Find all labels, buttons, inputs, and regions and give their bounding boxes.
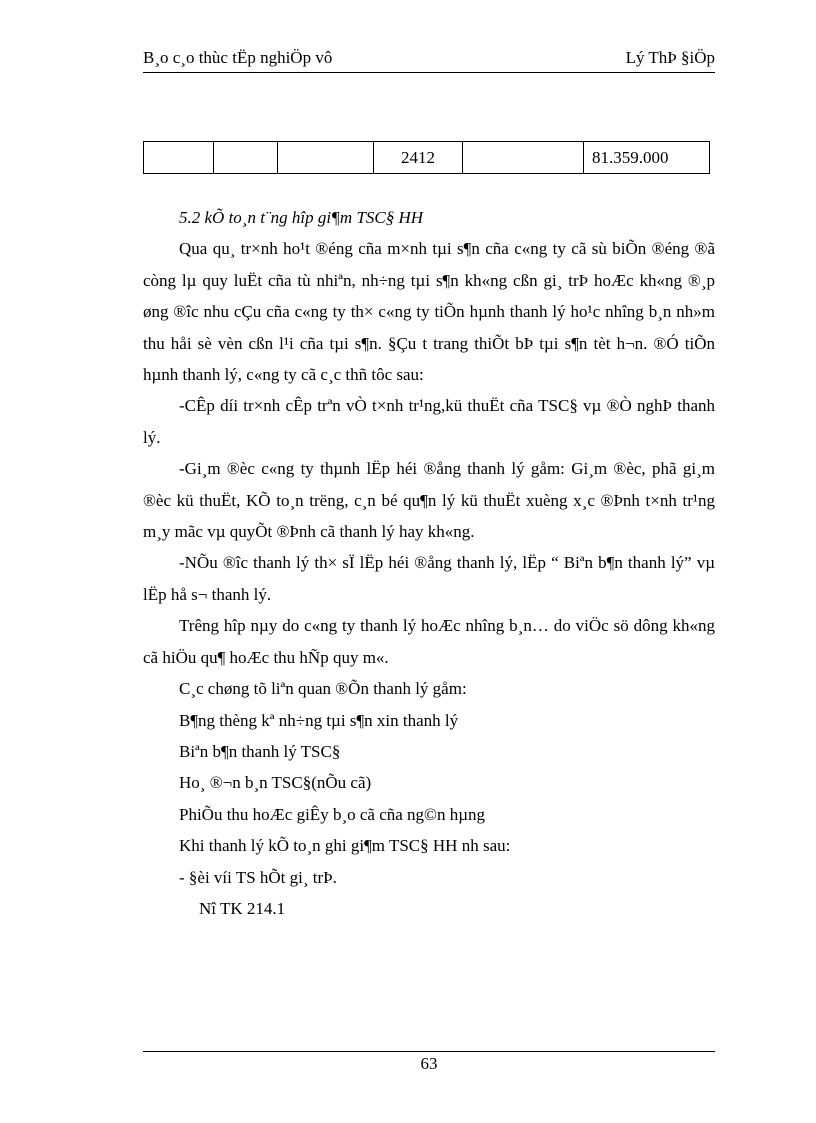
text-line: Ho¸ ®¬n b¸n TSC§(nÕu cã) [179,773,372,793]
header-left-text: B¸o c¸o thùc tËp nghiÖp vô [143,48,333,67]
section-title: 5.2 kÕ to¸n t¨ng hîp gi¶m TSC§ HH [179,208,424,227]
text-line: - §èi víi TS hÕt gi¸ trÞ. [179,867,337,887]
table-cell [214,142,278,174]
page-header [143,48,715,70]
page-number: 63 [420,1054,438,1073]
table-row [144,142,710,174]
paragraph: -CÊp díi tr×nh cÊp trªn vÒ t×nh tr¹ng,kü thuËt cña TSC§ vµ ®Ò nghÞ thanh lý. [143,396,715,447]
header-rule [143,72,715,73]
table-cell [278,142,374,174]
footer-rule [143,1051,715,1052]
text-line: B¶ng thèng kª nh÷ng tµi s¶n xin thanh lý [179,710,459,730]
text-line: C¸c chøng tõ liªn quan ®Õn thanh lý gåm: [179,679,467,699]
paragraph: Trêng hîp nµy do c«ng ty thanh lý hoÆc nhîng b¸n… do viÖc sö dông kh«ng cã hiÖu qu¶ hoÆc thu hÑp quy m«. [143,616,715,667]
document-body [143,202,715,924]
paragraph: -Gi¸m ®èc c«ng ty thµnh lËp héi ®ång thanh lý gåm: Gi¸m ®èc, phã gi¸m ®èc kü thuËt, KÕ to¸n trëng, c¸n bé qu¶n lý kü thuËt xuèng x¸c ®Þnh t×nh tr¹ng m¸y mãc vµ quyÕt ®Þnh cã thanh lý hay kh«ng. [143,459,715,542]
accounting-entry: Nî TK 214.1 [199,898,286,918]
table-cell: 2412 [374,142,463,174]
text-line: PhiÕu thu hoÆc giÊy b¸o cã cña ng©n hµng [179,804,485,824]
text-line: Biªn b¶n thanh lý TSC§ [179,741,341,761]
text-line: Khi thanh lý kÕ to¸n ghi gi¶m TSC§ HH nh sau: [179,836,511,856]
table-cell [463,142,584,174]
header-right-text: Lý ThÞ §iÖp [625,48,715,67]
table-cell [144,142,214,174]
paragraph: -NÕu ®îc thanh lý th× sÏ lËp héi ®ång thanh lý, lËp “ Biªn b¶n thanh lý” vµ lËp hå s¬ thanh lý. [143,553,715,604]
ledger-table [143,141,710,174]
paragraph: Qua qu¸ tr×nh ho¹t ®éng cña m×nh tµi s¶n cña c«ng ty cã sù biÕn ®éng ®ã còng lµ quy luËt cña tù nhiªn, nh÷ng tµi s¶n kh«ng cßn gi¸ trÞ hoÆc kh«ng ®¸p øng ®îc nhu cÇu cña c«ng ty th× c«ng ty tiÕn hµnh thanh lý ho¹c nhîng b¸n nh»m thu håi sè vèn cßn l¹i cña tµi s¶n. §Çu t trang thiÕt bÞ tµi s¶n tèt h¬n. ®Ó tiÕn hµnh thanh lý, c«ng ty cã c¸c thñ tôc sau: [143,239,715,385]
table-cell: 81.359.000 [584,142,710,174]
